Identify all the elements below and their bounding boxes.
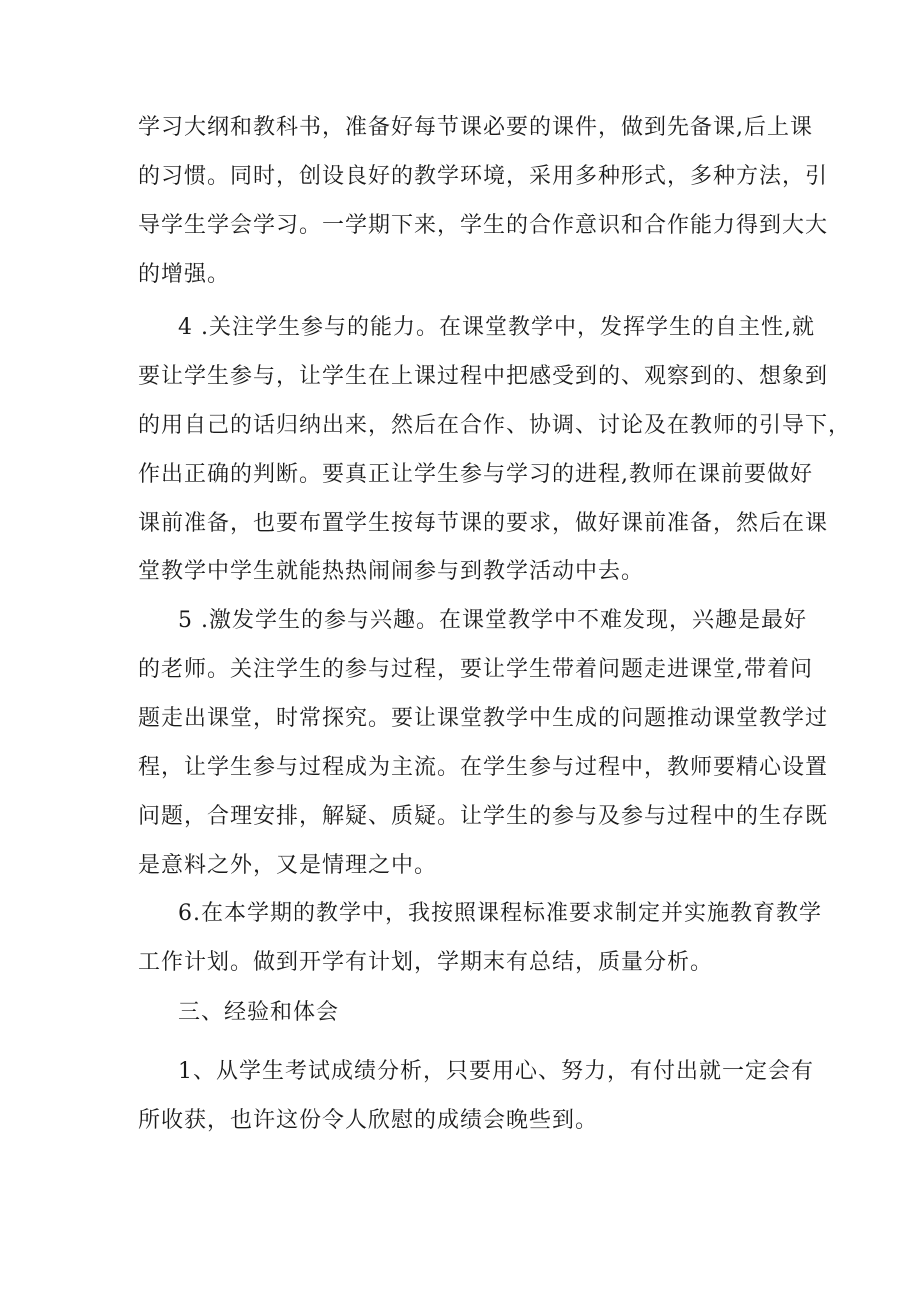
paragraph-line: 学习大纲和教科书，准备好每节课必要的课件，做到先备课,后上课 [138, 115, 813, 140]
paragraph-line: 导学生学会学习。一学期下来，学生的合作意识和合作能力得到大大 [138, 213, 829, 238]
paragraph-line: 的增强。 [138, 262, 231, 287]
item-5-line: 程，让学生参与过程成为主流。在学生参与过程中，教师要精心设置 [138, 755, 829, 780]
item-4-line: 的用自己的话归纳出来，然后在合作、协调、讨论及在教师的引导下， [138, 413, 852, 438]
item-4-line: 堂教学中学生就能热热闹闹参与到教学活动中去。 [138, 559, 645, 584]
item-4-line: 4 .关注学生参与的能力。在课堂教学中，发挥学生的自主性,就 [178, 315, 815, 340]
item-5-line: 问题，合理安排，解疑、质疑。让学生的参与及参与过程中的生存既 [138, 804, 829, 829]
item-4-line: 作出正确的判断。要真正让学生参与学习的进程,教师在课前要做好 [138, 462, 813, 487]
item-4-line: 课前准备，也要布置学生按每节课的要求，做好课前准备，然后在课 [138, 511, 829, 536]
experience-item-line: 1、从学生考试成绩分析，只要用心、努力，有付出就一定会有 [178, 1059, 814, 1084]
item-5-line: 题走出课堂，时常探究。要让课堂教学中生成的问题推动课堂教学过 [138, 706, 829, 731]
item-4-line: 要让学生参与，让学生在上课过程中把感受到的、观察到的、想象到 [138, 364, 829, 389]
item-5-line: 5 .激发学生的参与兴趣。在课堂教学中不难发现，兴趣是最好 [178, 608, 807, 633]
item-5-line: 的老师。关注学生的参与过程，要让学生带着问题走进课堂,带着问 [138, 657, 813, 682]
section-heading: 三、经验和体会 [178, 1000, 340, 1025]
experience-item-line: 所收获，也许这份令人欣慰的成绩会晚些到。 [138, 1108, 599, 1133]
item-6-line: 6.在本学期的教学中，我按照课程标准要求制定并实施教育教学 [178, 901, 822, 926]
item-6-line: 工作计划。做到开学有计划，学期末有总结，质量分析。 [138, 950, 714, 975]
item-5-line: 是意料之外，又是情理之中。 [138, 853, 438, 878]
paragraph-line: 的习惯。同时，创设良好的教学环境，采用多种形式，多种方法，引 [138, 164, 829, 189]
